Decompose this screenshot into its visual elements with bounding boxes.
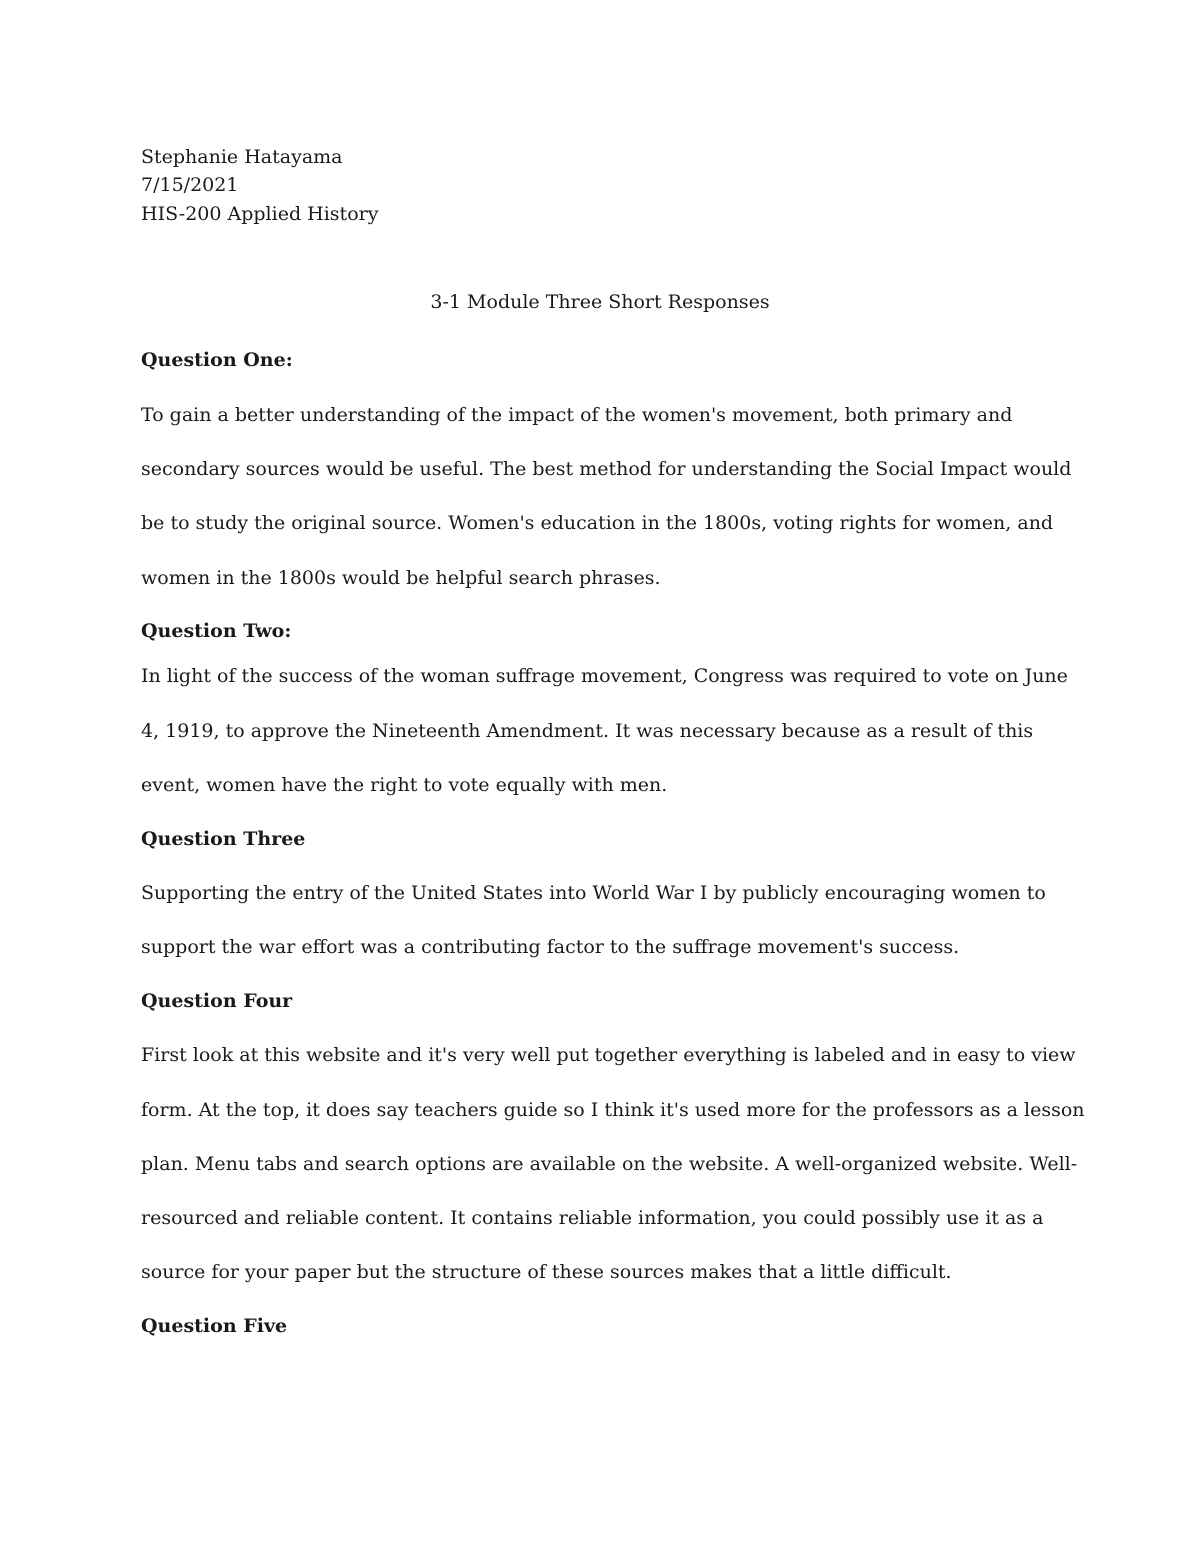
question-one-line: To gain a better understanding of the impact of the women's movement, both primary and <box>141 404 1013 426</box>
question-three-line: support the war effort was a contributing factor to the suffrage movement's success. <box>141 936 960 958</box>
course-name: HIS-200 Applied History <box>141 203 379 225</box>
question-five-heading: Question Five <box>141 1315 288 1337</box>
question-one-line: women in the 1800s would be helpful search phrases. <box>141 567 661 589</box>
question-four-heading: Question Four <box>141 990 293 1012</box>
question-four-line: form. At the top, it does say teachers guide so I think it's used more for the professors as a lesson <box>141 1099 1085 1121</box>
question-three-heading: Question Three <box>141 828 306 850</box>
question-two-line: event, women have the right to vote equally with men. <box>141 774 668 796</box>
question-three-line: Supporting the entry of the United States into World War I by publicly encouraging women to <box>141 882 1046 904</box>
document-title: 3-1 Module Three Short Responses <box>430 291 770 313</box>
question-two-line: In light of the success of the woman suffrage movement, Congress was required to vote on June <box>141 665 1068 687</box>
question-one-line: secondary sources would be useful. The best method for understanding the Social Impact would <box>141 458 1072 480</box>
question-one-line: be to study the original source. Women's education in the 1800s, voting rights for women, and <box>141 512 1054 534</box>
document-date: 7/15/2021 <box>141 174 239 196</box>
question-four-line: source for your paper but the structure of these sources makes that a little difficult. <box>141 1261 952 1283</box>
question-two-line: 4, 1919, to approve the Nineteenth Amendment. It was necessary because as a result of this <box>141 720 1034 742</box>
question-four-line: plan. Menu tabs and search options are available on the website. A well-organized website. Well- <box>141 1153 1078 1175</box>
question-four-line: resourced and reliable content. It contains reliable information, you could possibly use it as a <box>141 1207 1044 1229</box>
question-two-heading: Question Two: <box>141 620 292 642</box>
author-name: Stephanie Hatayama <box>141 146 343 168</box>
question-one-heading: Question One: <box>141 349 293 371</box>
question-four-line: First look at this website and it's very well put together everything is labeled and in easy to view <box>141 1044 1076 1066</box>
